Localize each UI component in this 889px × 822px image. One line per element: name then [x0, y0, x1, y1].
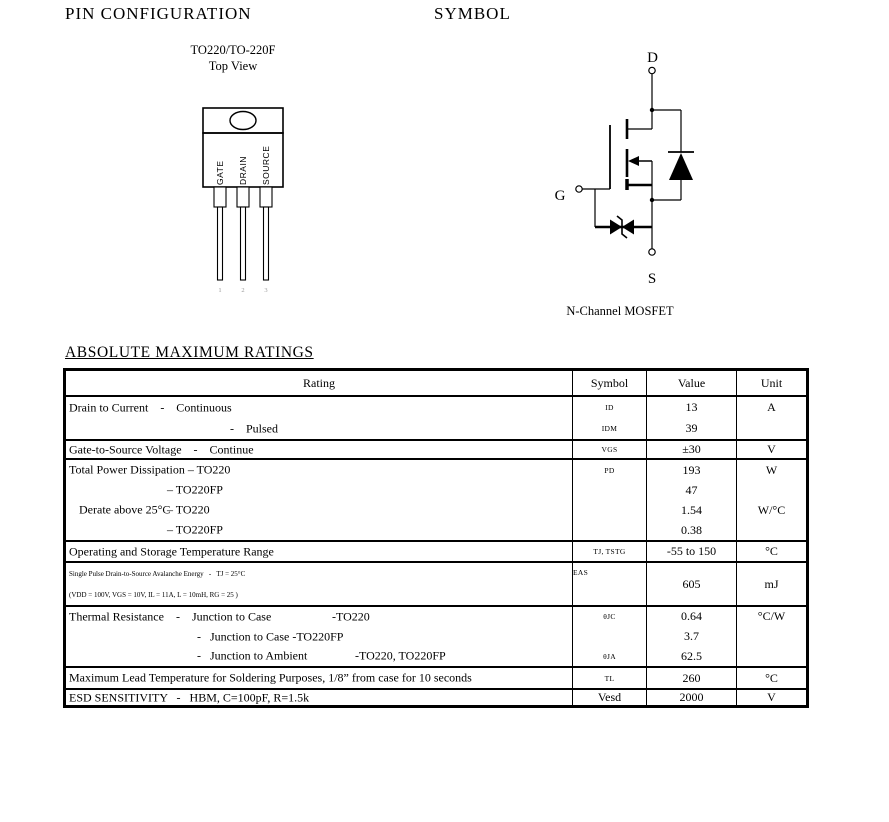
junction-dot-drain	[650, 108, 654, 112]
symbol-id: ID	[605, 403, 614, 412]
value: 1.54	[681, 502, 702, 517]
gate-label: G	[554, 188, 566, 204]
pin-label-source: SOURCE	[261, 145, 271, 185]
pin-label-drain: DRAIN	[238, 156, 248, 185]
rating-text: – TO220	[167, 502, 210, 517]
symbol-heading: SYMBOL	[434, 4, 511, 23]
unit: A	[767, 400, 776, 414]
rating-text: Gate-to-Source Voltage - Continue	[69, 442, 254, 456]
table-row-power-dissipation	[66, 458, 806, 540]
lead-1-pin	[218, 207, 223, 280]
symbol-theta-ja: θJA	[603, 651, 616, 661]
lead-2-shoulder	[237, 187, 249, 207]
body-diode-icon	[669, 153, 693, 180]
table-row-lead-temperature	[66, 666, 806, 688]
lead-3-pin	[264, 207, 269, 280]
table-row-thermal-resistance	[66, 605, 806, 666]
symbol-idm: IDM	[601, 424, 618, 433]
package-leads	[214, 187, 272, 280]
source-terminal	[649, 249, 655, 255]
rating-text: ESD SENSITIVITY - HBM, C=100pF, R=1.5k	[69, 690, 310, 704]
rating-text: - Pulsed	[230, 421, 278, 435]
rating-text: – TO220FP	[167, 482, 223, 497]
unit: V	[767, 442, 776, 456]
unit: °C	[765, 670, 778, 685]
table-row-drain-current	[66, 395, 806, 439]
value: -55 to 150	[666, 544, 717, 558]
ratings-table-title: ABSOLUTE MAXIMUM RATINGS	[65, 344, 314, 361]
value: 39	[685, 421, 698, 435]
rating-text: Total Power Dissipation – TO220	[69, 462, 231, 477]
header-symbol	[572, 371, 646, 395]
unit	[737, 418, 806, 439]
channel-arrow-icon	[628, 156, 639, 166]
symbol-vgs: VGS	[601, 445, 618, 454]
absolute-maximum-ratings-table	[63, 368, 809, 708]
unit: W	[765, 462, 778, 477]
junction-dot-source	[650, 198, 654, 202]
value: 0.64	[681, 609, 702, 624]
rating-text-fine: (VDD = 100V, VGS = 10V, IL = 11A, L = 10mH, RG = 25 )	[69, 590, 238, 599]
value: ±30	[682, 442, 701, 456]
gs-zener-left-icon	[610, 220, 622, 235]
symbol-eas: EAS	[573, 568, 589, 577]
header-rating-label: Rating	[303, 375, 335, 390]
pin-number-1: 1	[218, 287, 222, 294]
unit: V	[767, 690, 776, 704]
header-value	[646, 371, 736, 395]
rating-text-fine: Single Pulse Drain-to-Source Avalanche Energy - TJ = 25°C	[69, 569, 246, 578]
package-title: TO220/TO-220F	[190, 43, 276, 57]
gs-zener-right-icon	[622, 220, 634, 235]
package-subtitle: Top View	[208, 59, 258, 73]
pin-number-3: 3	[264, 287, 268, 294]
rating-text: - Junction to Ambient	[197, 648, 308, 663]
lead-3-shoulder	[260, 187, 272, 207]
symbol-pd: PD	[604, 465, 615, 475]
header-unit	[736, 371, 806, 395]
value: 605	[682, 576, 701, 591]
header-value-label: Value	[677, 375, 706, 390]
value: 13	[685, 400, 698, 414]
lead-1-shoulder	[214, 187, 226, 207]
symbol-vesd: Vesd	[597, 690, 622, 704]
rating-text: - Junction to Case -TO220FP	[197, 629, 344, 643]
unit: mJ	[764, 576, 779, 591]
rating-text: Drain to Current - Continuous	[69, 400, 232, 414]
table-row-gate-source-voltage	[66, 439, 806, 458]
symbol-tj-tstg: TJ, TSTG	[593, 547, 626, 556]
value: 2000	[679, 690, 704, 704]
table-row-temperature-range	[66, 540, 806, 561]
value: 0.38	[681, 522, 702, 537]
pin-number-2: 2	[241, 287, 245, 294]
unit: °C	[765, 544, 778, 558]
value: 47	[685, 482, 698, 497]
to220-package-drawing	[195, 100, 305, 300]
rating-text: -TO220, TO220FP	[355, 648, 446, 663]
pin-configuration-heading: PIN CONFIGURATION	[65, 4, 252, 23]
rating-text: – TO220FP	[167, 522, 223, 537]
pin-label-gate: GATE	[215, 160, 225, 185]
lead-2-pin	[241, 207, 246, 280]
rating-text: Maximum Lead Temperature for Soldering Purposes, 1/8” from case for 10 seconds	[69, 670, 472, 685]
rating-text: Operating and Storage Temperature Range	[69, 544, 274, 558]
value: 62.5	[681, 648, 702, 663]
header-symbol-label: Symbol	[590, 375, 629, 390]
drain-label: D	[647, 50, 658, 66]
table-header-row	[66, 371, 806, 395]
unit: W/°C	[757, 502, 786, 517]
rating-text: Thermal Resistance - Junction to Case	[69, 609, 272, 624]
drain-terminal	[649, 67, 655, 73]
table-row-avalanche-energy	[66, 561, 806, 605]
value: 193	[682, 462, 701, 477]
source-label: S	[647, 271, 657, 287]
rating-text: Derate above 25°C	[79, 502, 171, 517]
mounting-hole	[230, 112, 256, 130]
header-unit-label: Unit	[760, 375, 783, 390]
header-rating	[66, 371, 572, 395]
value: 260	[682, 670, 701, 685]
mosfet-symbol-drawing	[540, 40, 700, 290]
symbol-tl: TL	[604, 673, 615, 683]
symbol-caption: N-Channel MOSFET	[566, 304, 674, 318]
value: 3.7	[684, 629, 699, 643]
rating-text: -TO220	[332, 609, 370, 624]
table-row-esd-sensitivity	[66, 688, 806, 705]
unit: °C/W	[757, 609, 786, 624]
symbol-theta-jc: θJC	[603, 612, 616, 622]
gate-terminal	[576, 186, 582, 192]
